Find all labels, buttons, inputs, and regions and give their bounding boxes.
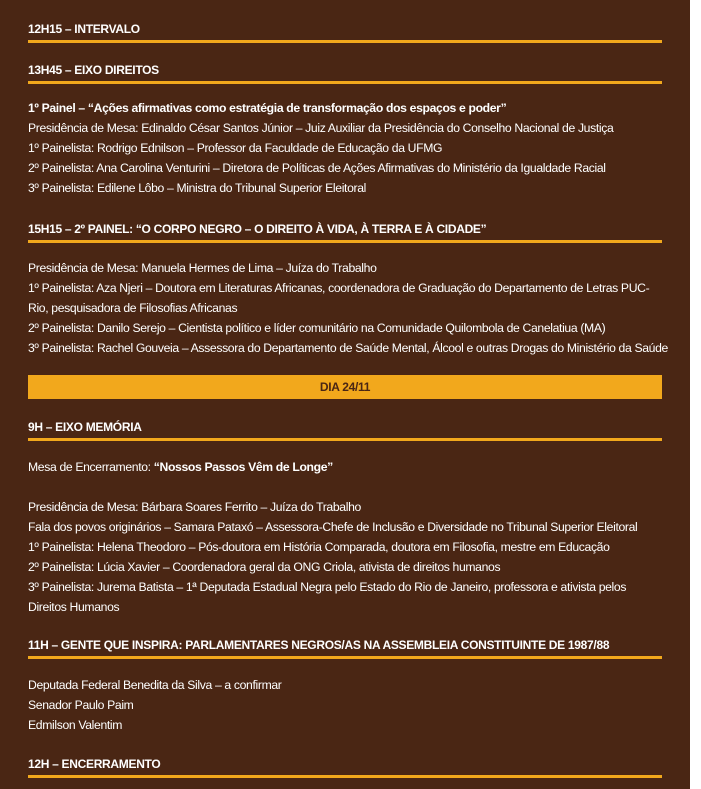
section-title-eixo-direitos: 13H45 – EIXO DIREITOS — [28, 63, 662, 84]
list-item: 3º Painelista: Jurema Batista – 1ª Deputada Estadual Negra pelo Estado do Rio de Janeiro, professora e ativista pelos — [28, 580, 627, 594]
list-item: Presidência de Mesa: Manuela Hermes de Lima – Juíza do Trabalho — [28, 261, 377, 275]
list-item: Fala dos povos originários – Samara Pataxó – Assessora-Chefe de Inclusão e Diversidade no Tribunal Superior Eleitoral — [28, 520, 638, 534]
list-item: 1º Painelista: Rodrigo Ednilson – Professor da Faculdade de Educação da UFMG — [28, 141, 443, 155]
list-item: 2º Painelista: Ana Carolina Venturini – Diretora de Políticas de Ações Afirmativas do Ministério da Igualdade Racial — [28, 161, 606, 175]
section-title-corpo-negro: 15H15 – 2º PAINEL: “O CORPO NEGRO – O DIREITO À VIDA, À TERRA E À CIDADE” — [28, 222, 662, 243]
gente-que-inspira-block — [28, 675, 662, 735]
corpo-negro-block — [28, 258, 668, 358]
mesa-encerramento-line — [28, 457, 662, 477]
list-item: Direitos Humanos — [28, 600, 120, 614]
list-item: Deputada Federal Benedita da Silva – a confirmar — [28, 678, 282, 692]
list-item: Presidência de Mesa: Edinaldo César Santos Júnior – Juiz Auxiliar da Presidência do Conselho Nacional de Justiça — [28, 121, 614, 135]
list-item: 2º Painelista: Lúcia Xavier – Coordenadora geral da ONG Criola, ativista de direitos humanos — [28, 560, 501, 574]
mesa-prefix: Mesa de Encerramento: — [28, 460, 154, 474]
list-item: 1º Painelista: Helena Theodoro – Pós-doutora em História Comparada, doutora em Filosofia, mestre em Educação — [28, 540, 610, 554]
spacer — [28, 477, 662, 497]
list-item: Rio, pesquisadora de Filosofias Africanas — [28, 301, 238, 315]
mesa-title: “Nossos Passos Vêm de Longe” — [153, 460, 333, 474]
list-item: Presidência de Mesa: Bárbara Soares Ferrito – Juíza do Trabalho — [28, 500, 361, 514]
eixo-direitos-block — [28, 98, 662, 198]
section-title-eixo-memoria: 9H – EIXO MEMÓRIA — [28, 420, 662, 441]
list-item: 3º Painelista: Edilene Lôbo – Ministra do Tribunal Superior Eleitoral — [28, 181, 367, 195]
eixo-memoria-block — [28, 457, 662, 617]
panel-1-title: 1º Painel – “Ações afirmativas como estratégia de transformação dos espaços e poder” — [28, 101, 507, 115]
list-item: Edmilson Valentim — [28, 718, 123, 732]
list-item: 2º Painelista: Danilo Serejo – Cientista político e líder comunitário na Comunidade Quilombola de Canelatiua (MA) — [28, 321, 606, 335]
section-title-gente-que-inspira: 11H – GENTE QUE INSPIRA: PARLAMENTARES NEGROS/AS NA ASSEMBLEIA CONSTITUINTE DE 1987/88 — [28, 638, 662, 659]
list-item: 3º Painelista: Rachel Gouveia – Assessora do Departamento de Saúde Mental, Álcool e outras Drogas do Ministério da Saúde — [28, 341, 668, 355]
section-title-intervalo: 12H15 – INTERVALO — [28, 22, 662, 43]
day-banner: DIA 24/11 — [28, 375, 662, 399]
list-item: 1º Painelista: Aza Njeri – Doutora em Literaturas Africanas, coordenadora de Graduação do Departamento de Letras PUC- — [28, 281, 650, 295]
section-title-encerramento: 12H – ENCERRAMENTO — [28, 757, 662, 778]
list-item: Senador Paulo Paim — [28, 698, 134, 712]
